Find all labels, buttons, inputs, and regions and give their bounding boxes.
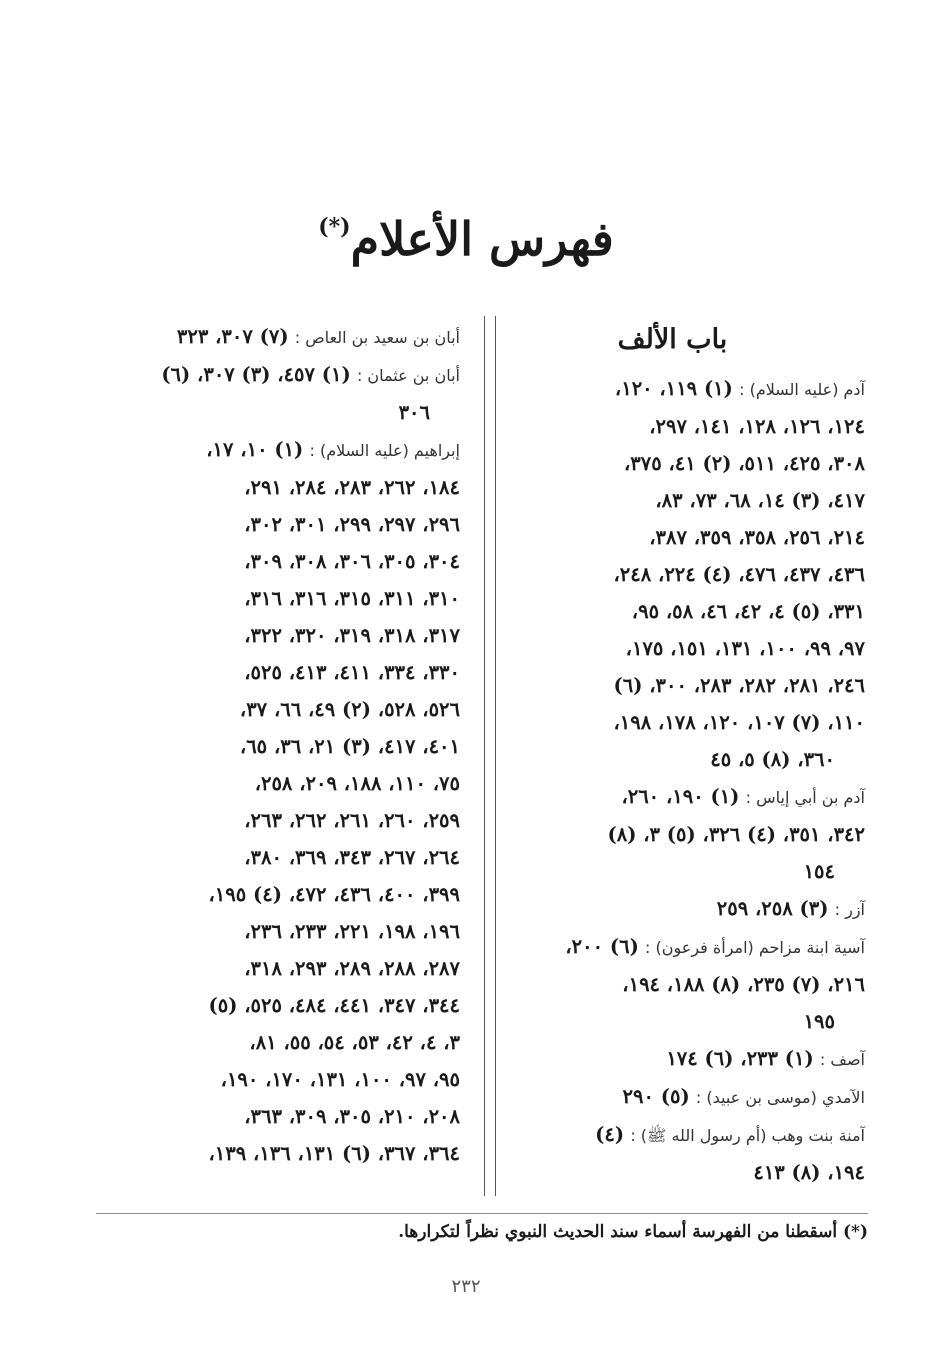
entry-refs: (١) ١١٩، ١٢٠، (614, 377, 733, 400)
entry-refs: ٢١٦، (٧) ٢٣٥، (٨) ١٨٨، ١٩٤، (622, 973, 865, 996)
entry-refs: ٣٦٠، (٨) ٥، ٤٥ (710, 748, 835, 771)
entry-refs: ٣٦٤، ٣٦٧، (٦) ١٣١، ١٣٦، ١٣٩، (208, 1142, 460, 1165)
index-entry-al-amidi (505, 1078, 865, 1116)
entry-refs: ٧٥، ١١٠، ١٨٨، ٢٠٩، ٢٥٨، (254, 772, 460, 795)
index-entry-asiya (505, 928, 865, 1040)
entry-refs: ٤٠١، ٤١٧، (٣) ٢١، ٣٦، ٦٥، (239, 735, 460, 758)
index-entry-aban-bin-uthman (96, 356, 460, 431)
entry-refs: ٢٤٦، ٢٨١، ٢٨٢، ٢٨٣، ٣٠٠، (٦) (613, 674, 865, 697)
entry-name: آدم (عليه السلام) : (739, 380, 865, 399)
entry-name: آصف : (819, 1050, 865, 1069)
entry-refs: ٢٦٤، ٢٦٧، ٣٤٣، ٣٦٩، ٣٨٠، (244, 846, 460, 869)
index-entry-adam-bin-abi-iyas (505, 778, 865, 890)
footnote: (*) أسقطنا من الفهرسة أسماء سند الحديث النبوي نظراً لتكرارها. (398, 1222, 868, 1242)
index-entry-ibrahim (96, 431, 460, 1172)
entry-refs: ٣١٧، ٣١٨، ٣١٩، ٣٢٠، ٣٢٢، (244, 624, 460, 647)
entry-name: أبان بن عثمان : (356, 366, 460, 385)
entry-refs: ١٥٤ (803, 860, 835, 883)
entry-refs: ٢١٤، ٢٥٦، ٣٥٨، ٣٥٩، ٣٨٧، (649, 526, 865, 549)
entry-refs: (١) ١٩٠، ٢٦٠، (621, 785, 740, 808)
entry-name: الآمدي (موسى بن عبيد) : (695, 1088, 865, 1107)
index-column-left (96, 318, 460, 1172)
title-footnote-mark: (*) (318, 214, 351, 240)
entry-refs: ٢٠٨، ٢١٠، ٣٠٥، ٣٠٩، ٣٦٣، (244, 1105, 460, 1128)
entry-refs: ٤٣٦، ٤٣٧، ٤٧٦، (٤) ٢٢٤، ٢٤٨، (613, 563, 865, 586)
index-entry-amina-bint-wahb (505, 1116, 865, 1191)
entry-name: آمنة بنت وهب (أم رسول الله ﷺ) : (630, 1126, 865, 1145)
entry-refs: ١٢٤، ١٢٦، ١٢٨، ١٤١، ٢٩٧، (649, 415, 865, 438)
entry-refs: (١) ٢٣٣، (٦) ١٧٤ (666, 1047, 814, 1070)
entry-refs: ٣، ٤، ٤٢، ٥٣، ٥٤، ٥٥، ٨١، (249, 1031, 460, 1054)
entry-refs: ٢٩٦، ٢٩٧، ٢٩٩، ٣٠١، ٣٠٢، (244, 513, 460, 536)
index-entry-azar (505, 890, 865, 928)
footnote-rule (96, 1213, 868, 1214)
entry-refs: ٣٤٤، ٣٤٧، ٤٤١، ٤٨٤، ٥٢٥، (٥) (208, 994, 460, 1017)
page-number: ٢٣٢ (451, 1276, 481, 1297)
page-title-text: فهرس الأعلام (350, 212, 614, 266)
entry-name: آزر : (834, 900, 865, 919)
entry-refs: ١٩٤، (٨) ٤١٣ (753, 1161, 865, 1184)
entry-name: آسية ابنة مزاحم (امرأة فرعون) : (645, 938, 865, 957)
entry-refs: ٣٤٢، ٣٥١، (٤) ٣٢٦، (٥) ٣، (٨) (607, 823, 865, 846)
index-entry-aban-bin-said (96, 318, 460, 356)
entry-refs: ٢٨٧، ٢٨٨، ٢٨٩، ٢٩٣، ٣١٨، (244, 957, 460, 980)
entry-refs: (١) ٤٥٧، (٣) ٣٠٧، (٦) (161, 363, 351, 386)
index-entry-adam (505, 370, 865, 778)
entry-refs: ٩٧، ٩٩، ١٠٠، ١٣١، ١٥١، ١٧٥، (625, 637, 865, 660)
entry-refs: ٣٠٦ (398, 401, 430, 424)
entry-refs: ١١٠، (٧) ١٠٧، ١٢٠، ١٧٨، ١٩٨، (613, 711, 865, 734)
section-heading-alif: باب الألف (617, 324, 728, 355)
entry-refs: ١٨٤، ٢٦٢، ٢٨٣، ٢٨٤، ٢٩١، (244, 476, 460, 499)
entry-name: أبان بن سعيد بن العاص : (294, 328, 460, 347)
entry-name: إبراهيم (عليه السلام) : (309, 441, 460, 460)
entry-refs: ٥٢٦، ٥٢٨، (٢) ٤٩، ٦٦، ٣٧، (239, 698, 460, 721)
entry-refs: (٥) ٢٩٠ (622, 1085, 690, 1108)
page-title (0, 212, 932, 266)
entry-refs: (٤) (595, 1123, 625, 1146)
column-divider (484, 316, 496, 1196)
entry-refs: (٣) ٢٥٨، ٢٥٩ (716, 897, 829, 920)
entry-refs: ٣١٠، ٣١١، ٣١٥، ٣١٦، ٣١٦، (244, 587, 460, 610)
entry-refs: ٣٠٨، ٤٢٥، ٥١١، (٢) ٤١، ٣٧٥، (623, 452, 865, 475)
entry-name: آدم بن أبي إياس : (745, 788, 865, 807)
entry-refs: ٩٥، ٩٧، ١٠٠، ١٣١، ١٧٠، ١٩٠، (220, 1068, 460, 1091)
entry-refs: ١٩٦، ١٩٨، ٢٢١، ٢٣٣، ٢٣٦، (244, 920, 460, 943)
index-entry-asaf (505, 1040, 865, 1078)
entry-refs: ٣٣١، (٥) ٤، ٤٢، ٤٦، ٥٨، ٩٥، (631, 600, 865, 623)
entry-refs: (٧) ٣٠٧، ٣٢٣ (176, 325, 289, 348)
entry-refs: ٤١٧، (٣) ١٤، ٦٨، ٧٣، ٨٣، (655, 489, 865, 512)
entry-refs: ٢٥٩، ٢٦٠، ٢٦١، ٢٦٢، ٢٦٣، (244, 809, 460, 832)
entry-refs: ٣٩٩، ٤٠٠، ٤٣٦، ٤٧٢، (٤) ١٩٥، (208, 883, 460, 906)
entry-refs: (٦) ٢٠٠، (565, 935, 639, 958)
index-column-right (505, 318, 865, 1191)
entry-refs: (١) ١٠، ١٧، (206, 438, 304, 461)
entry-refs: ٣٠٤، ٣٠٥، ٣٠٦، ٣٠٨، ٣٠٩، (244, 550, 460, 573)
entry-refs: ٣٣٠، ٣٣٤، ٤١١، ٤١٣، ٥٢٥، (244, 661, 460, 684)
entry-refs: ١٩٥ (803, 1010, 835, 1033)
